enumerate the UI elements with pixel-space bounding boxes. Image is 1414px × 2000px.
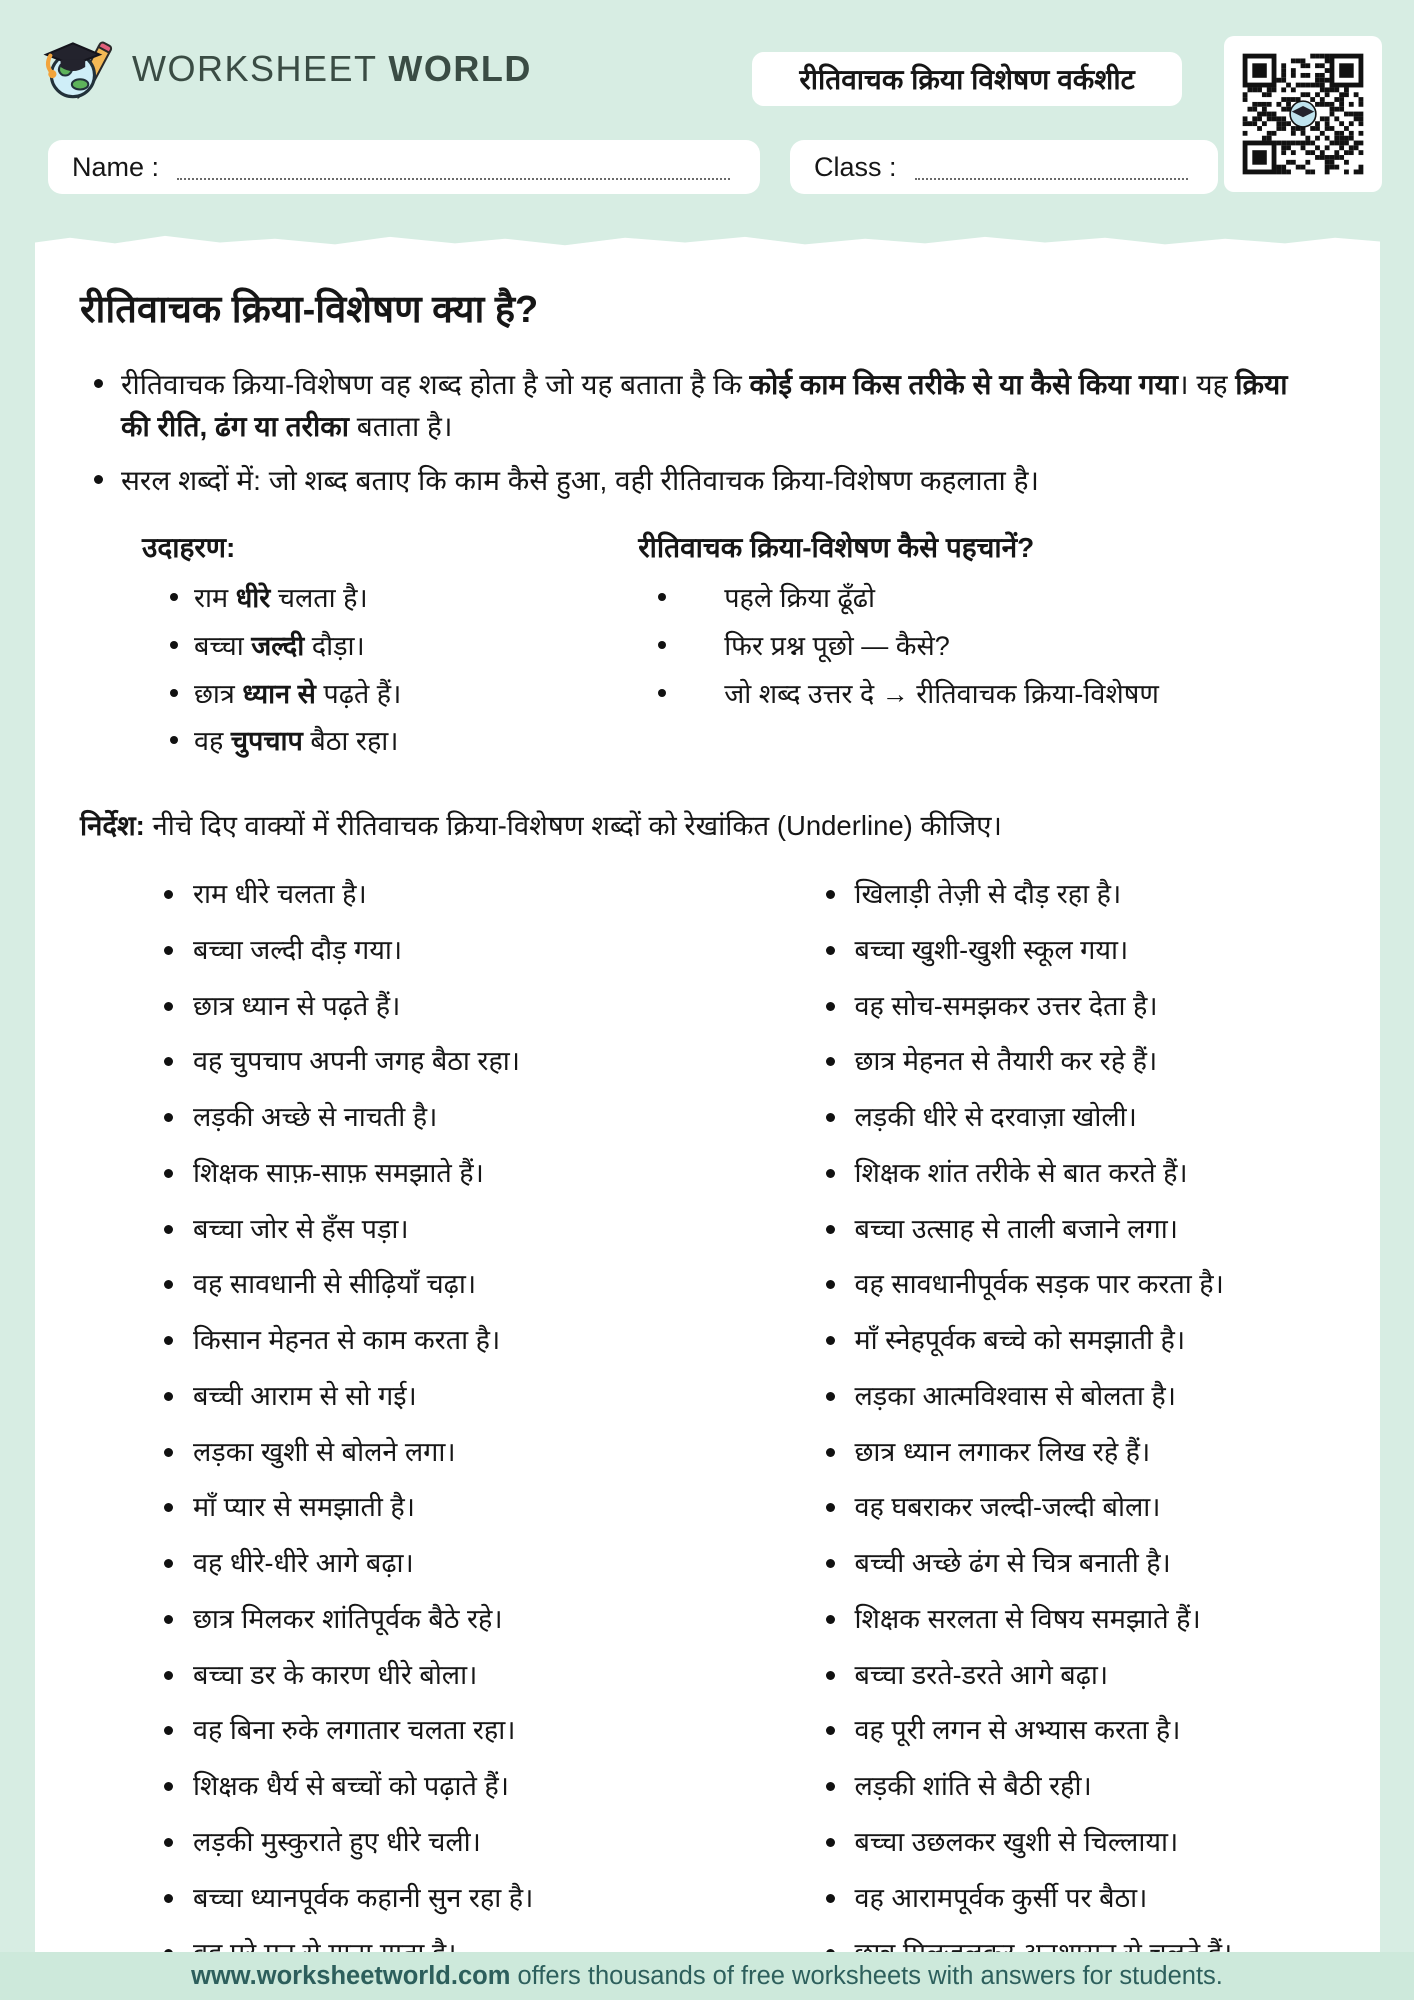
footer-bar — [0, 1952, 1414, 2000]
exercise-sentence — [826, 1714, 1336, 1748]
examples-title: उदाहरण: — [142, 532, 236, 563]
sentence-text: वह सोच-समझकर उत्तर देता है। — [854, 990, 1158, 1021]
brand-name-regular: WORKSHEET — [132, 48, 377, 89]
exercise-sentence — [826, 1770, 1336, 1804]
bullet-dot — [826, 1448, 835, 1457]
bullet-dot — [826, 890, 835, 899]
sentence-text: बच्चा खुशी-खुशी स्कूल गया। — [854, 934, 1129, 965]
sentence-text: शिक्षक धैर्य से बच्चों को पढ़ाते हैं। — [193, 1771, 509, 1801]
bullet-dot — [826, 1894, 835, 1903]
exercise-sentence — [164, 1045, 708, 1079]
exercise-sentence — [164, 1101, 708, 1135]
bullet-dot — [826, 1280, 835, 1289]
sentence-text: बच्ची आराम से सो गई। — [193, 1380, 417, 1411]
exercise-sentence — [164, 934, 708, 968]
bullet-dot — [826, 1782, 835, 1791]
torn-paper-edge — [35, 234, 1380, 249]
bullet-dot — [164, 1002, 173, 1011]
bullet-dot — [826, 1113, 835, 1122]
bullet-dot — [164, 1448, 173, 1457]
exercise-sentence — [164, 1436, 708, 1470]
intro-1-bold-2: क्रिया की रीति, ढंग या तरीका — [121, 369, 1288, 442]
sentence-text: लड़का आत्मविश्वास से बोलता है। — [854, 1380, 1176, 1411]
bullet-dot — [164, 1169, 173, 1178]
sentence-text: बच्चा उत्साह से ताली बजाने लगा। — [854, 1213, 1178, 1244]
bullet-dot — [164, 890, 173, 899]
brand — [38, 30, 532, 108]
sentence-text: वह सावधानी से सीढ़ियाँ चढ़ा। — [193, 1269, 477, 1300]
bullet-dot — [164, 1280, 173, 1289]
page-title: रीतिवाचक क्रिया-विशेषण क्या है? — [80, 289, 539, 331]
exercise-sentence — [164, 990, 708, 1024]
bullet-dot — [826, 1392, 835, 1401]
exercise-sentence — [164, 1268, 708, 1302]
intro-1-bold-1: कोई काम किस तरीके से या कैसे किया गया — [749, 369, 1178, 400]
sentence-text: छात्र ध्यान से पढ़ते हैं। — [193, 990, 401, 1021]
brand-name — [132, 48, 532, 90]
worksheet-title: रीतिवाचक क्रिया विशेषण वर्कशीट — [752, 52, 1182, 106]
sentence-text: बच्चा जोर से हँस पड़ा। — [193, 1213, 409, 1244]
instruction-line — [80, 807, 1335, 844]
class-label: Class : — [814, 151, 897, 182]
sentence-text: किसान मेहनत से काम करता है। — [193, 1325, 501, 1355]
exercise-sentence — [826, 1268, 1336, 1302]
exercise-sentence — [164, 1826, 708, 1860]
class-write-line — [915, 154, 1188, 180]
exercise-sentence — [164, 1491, 708, 1525]
exercise-sentence — [164, 1380, 708, 1414]
bullet-dot — [170, 593, 178, 601]
exercise-sentence — [164, 1157, 708, 1191]
intro-bullet-2 — [94, 460, 1335, 502]
howto-item — [658, 582, 1335, 616]
intro-1-mid: । यह — [1177, 369, 1236, 400]
footer-url: www.worksheetworld.com — [191, 1961, 511, 1990]
sentence-text: बच्चा डरते-डरते आगे बढ़ा। — [854, 1659, 1109, 1690]
example-text: राम धीरे चलता है। — [194, 583, 368, 613]
exercise-sentence — [164, 1547, 708, 1581]
sentence-text: बच्चा जल्दी दौड़ गया। — [193, 934, 403, 965]
howto-item — [658, 678, 1335, 712]
howto-text: पहले क्रिया ढूँढो — [724, 583, 875, 613]
bullet-dot — [826, 1002, 835, 1011]
name-write-line — [177, 154, 730, 180]
sentence-text: वह पूरी लगन से अभ्यास करता है। — [854, 1715, 1181, 1746]
exercise-sentence — [826, 1882, 1336, 1916]
class-field — [790, 140, 1218, 194]
sentence-text: छात्र ध्यान लगाकर लिख रहे हैं। — [854, 1436, 1151, 1467]
exercise-sentence — [826, 1826, 1336, 1860]
intro-1-post: बताता है। — [349, 411, 453, 442]
bullet-dot — [164, 1615, 173, 1624]
exercise-sentence — [164, 1213, 708, 1247]
exercise-column-right — [708, 878, 1336, 1993]
bullet-dot — [826, 1838, 835, 1847]
bullet-dot — [94, 379, 103, 388]
exercise-list — [80, 878, 1335, 1993]
instruction-text: नीचे दिए वाक्यों में रीतिवाचक क्रिया-विशेषण शब्दों को रेखांकित (Underline) कीजिए। — [144, 810, 1002, 841]
worksheet-card — [35, 248, 1380, 1952]
name-label: Name : — [72, 151, 160, 182]
bullet-dot — [164, 1392, 173, 1401]
sentence-text: वह चुपचाप अपनी जगह बैठा रहा। — [193, 1046, 521, 1077]
qr-code — [1224, 36, 1382, 192]
brand-name-bold: WORLD — [388, 48, 532, 89]
footer-text — [191, 1962, 1223, 1991]
bullet-dot — [164, 1559, 173, 1568]
sentence-text: शिक्षक शांत तरीके से बात करते हैं। — [854, 1157, 1188, 1188]
footer-tagline: offers thousands of free worksheets with answers for students. — [510, 1961, 1223, 1990]
sentence-text: माँ स्नेहपूर्वक बच्चे को समझाती है। — [854, 1325, 1186, 1355]
sentence-text: वह आरामपूर्वक कुर्सी पर बैठा। — [854, 1882, 1148, 1913]
sentence-text: लड़की धीरे से दरवाज़ा खोली। — [854, 1102, 1137, 1132]
exercise-sentence — [826, 1101, 1336, 1135]
exercise-sentence — [826, 1547, 1336, 1581]
exercise-sentence — [826, 1157, 1336, 1191]
bullet-dot — [170, 736, 178, 744]
sentence-text: छात्र मिलकर शांतिपूर्वक बैठे रहे। — [193, 1603, 503, 1634]
bullet-dot — [164, 1336, 173, 1345]
exercise-sentence — [164, 878, 708, 912]
bullet-dot — [94, 475, 103, 484]
bullet-dot — [164, 1838, 173, 1847]
example-item — [170, 678, 632, 712]
bullet-dot — [164, 1894, 173, 1903]
exercise-sentence — [164, 1882, 708, 1916]
sentence-text: बच्चा डर के कारण धीरे बोला। — [193, 1659, 478, 1690]
bullet-dot — [826, 946, 835, 955]
exercise-sentence — [826, 1213, 1336, 1247]
intro-text-2: सरल शब्दों में: जो शब्द बताए कि काम कैसे हुआ, वही रीतिवाचक क्रिया-विशेषण कहलाता है। — [121, 465, 1040, 496]
bullet-dot — [826, 1225, 835, 1234]
exercise-sentence — [826, 1380, 1336, 1414]
example-text: बच्चा जल्दी दौड़ा। — [194, 630, 365, 661]
sentence-text: बच्चा उछलकर खुशी से चिल्लाया। — [854, 1826, 1179, 1857]
brand-logo — [38, 30, 116, 108]
howto-text: जो शब्द उत्तर दे → रीतिवाचक क्रिया-विशेषण — [724, 678, 1159, 709]
bullet-dot — [826, 1726, 835, 1735]
howto-column — [632, 528, 1335, 773]
intro-text-1 — [121, 364, 1321, 448]
example-item — [170, 725, 632, 759]
exercise-sentence — [826, 1491, 1336, 1525]
example-item — [170, 582, 632, 616]
bullet-dot — [826, 1169, 835, 1178]
sentence-text: वह बिना रुके लगातार चलता रहा। — [193, 1715, 516, 1746]
qr-code-svg — [1233, 44, 1373, 184]
exercise-column-left — [80, 878, 708, 1993]
example-text: वह चुपचाप बैठा रहा। — [194, 726, 399, 757]
exercise-sentence — [826, 1436, 1336, 1470]
bullet-dot — [164, 1503, 173, 1512]
bullet-dot — [826, 1057, 835, 1066]
howto-text: फिर प्रश्न पूछो — कैसे? — [724, 630, 950, 661]
exercise-sentence — [826, 1603, 1336, 1637]
exercise-sentence — [826, 934, 1336, 968]
bullet-dot — [658, 641, 666, 649]
exercise-sentence — [826, 1045, 1336, 1079]
bullet-dot — [826, 1559, 835, 1568]
example-item — [170, 630, 632, 664]
sentence-text: राम धीरे चलता है। — [193, 879, 367, 909]
example-text: छात्र ध्यान से पढ़ते हैं। — [194, 678, 402, 709]
bullet-dot — [658, 593, 666, 601]
sentence-text: शिक्षक साफ़-साफ़ समझाते हैं। — [193, 1157, 484, 1188]
sentence-text: बच्ची अच्छे ढंग से चित्र बनाती है। — [854, 1548, 1171, 1578]
bullet-dot — [658, 689, 666, 697]
exercise-sentence — [826, 1324, 1336, 1358]
bullet-dot — [164, 1113, 173, 1122]
bullet-dot — [170, 641, 178, 649]
bullet-dot — [826, 1615, 835, 1624]
exercise-sentence — [826, 878, 1336, 912]
sentence-text: वह धीरे-धीरे आगे बढ़ा। — [193, 1548, 414, 1578]
bullet-dot — [164, 1671, 173, 1680]
bullet-dot — [164, 1726, 173, 1735]
intro-1-pre: रीतिवाचक क्रिया-विशेषण वह शब्द होता है जो यह बताता है कि — [121, 369, 750, 400]
howto-list — [632, 582, 1335, 711]
bullet-dot — [164, 1782, 173, 1791]
exercise-sentence — [164, 1603, 708, 1637]
sentence-text: वह सावधानीपूर्वक सड़क पार करता है। — [854, 1269, 1224, 1300]
name-field — [48, 140, 760, 194]
exercise-sentence — [164, 1714, 708, 1748]
sentence-text: लड़की मुस्कुराते हुए धीरे चली। — [193, 1826, 481, 1857]
sentence-text: बच्चा ध्यानपूर्वक कहानी सुन रहा है। — [193, 1882, 534, 1913]
exercise-sentence — [826, 1659, 1336, 1693]
sentence-text: लड़की शांति से बैठी रही। — [854, 1771, 1092, 1801]
bullet-dot — [170, 689, 178, 697]
sentence-text: लड़की अच्छे से नाचती है। — [193, 1102, 438, 1132]
examples-list — [80, 582, 632, 759]
bullet-dot — [826, 1503, 835, 1512]
sentence-text: लड़का खुशी से बोलने लगा। — [193, 1436, 456, 1467]
howto-title: रीतिवाचक क्रिया-विशेषण कैसे पहचानें? — [638, 532, 1035, 563]
examples-section — [80, 528, 1335, 773]
exercise-sentence — [826, 990, 1336, 1024]
examples-column — [80, 528, 632, 773]
howto-item — [658, 630, 1335, 664]
bullet-dot — [164, 946, 173, 955]
sentence-text: वह घबराकर जल्दी-जल्दी बोला। — [854, 1492, 1161, 1523]
exercise-sentence — [164, 1324, 708, 1358]
sentence-text: खिलाड़ी तेज़ी से दौड़ रहा है। — [854, 879, 1122, 909]
bullet-dot — [164, 1057, 173, 1066]
sentence-text: शिक्षक सरलता से विषय समझाते हैं। — [854, 1603, 1201, 1634]
sentence-text: माँ प्यार से समझाती है। — [193, 1492, 415, 1523]
bullet-dot — [826, 1671, 835, 1680]
exercise-sentence — [164, 1659, 708, 1693]
bullet-dot — [164, 1225, 173, 1234]
sentence-text: छात्र मेहनत से तैयारी कर रहे हैं। — [854, 1046, 1158, 1077]
intro-bullet-1 — [94, 364, 1335, 448]
exercise-sentence — [164, 1770, 708, 1804]
instruction-label: निर्देश: — [80, 810, 145, 841]
bullet-dot — [826, 1336, 835, 1345]
